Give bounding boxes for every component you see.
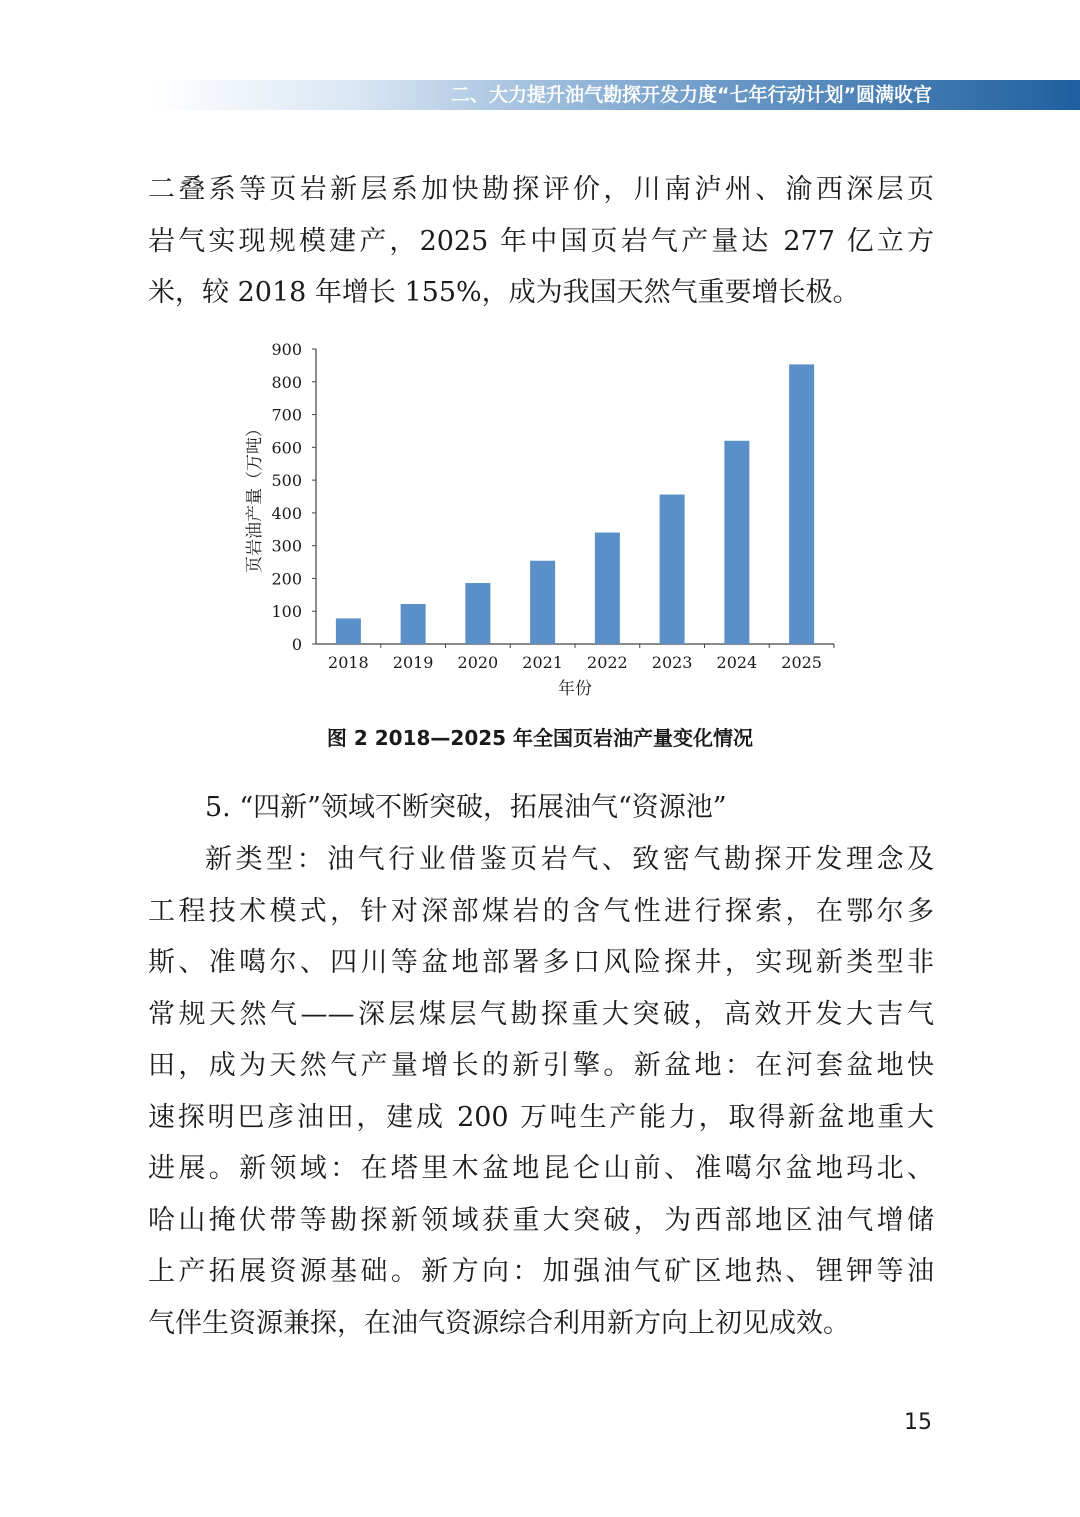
header-band — [150, 80, 1080, 110]
y-tick-label: 700 — [271, 405, 302, 425]
text-line: 进展。新领域：在塔里木盆地昆仑山前、准噶尔盆地玛北、 — [148, 1153, 934, 1184]
bar — [530, 561, 555, 644]
x-tick-label: 2021 — [522, 653, 563, 672]
intro-paragraph — [148, 164, 934, 319]
bar — [595, 533, 620, 644]
text-line: 岩气实现规模建产，2025 年中国页岩气产量达 277 亿立方 — [148, 225, 934, 257]
page-number: 15 — [904, 1410, 932, 1435]
bar — [724, 441, 749, 644]
x-tick-label: 2024 — [716, 653, 758, 672]
y-tick-label: 500 — [271, 471, 302, 491]
text-line: 斯、准噶尔、四川等盆地部署多口风险探井，实现新类型非 — [148, 947, 934, 978]
y-tick-label: 400 — [271, 503, 302, 523]
x-tick-label: 2018 — [328, 653, 369, 672]
y-axis-label: 页岩油产量（万吨） — [245, 420, 265, 573]
x-tick-label: 2019 — [392, 653, 434, 672]
bar — [401, 604, 426, 644]
text-line: 米，较 2018 年增长 155%，成为我国天然气重要增长极。 — [148, 277, 860, 308]
y-tick-label: 900 — [271, 340, 302, 359]
header-title: 二、大力提升油气勘探开发力度“七年行动计划”圆满收官 — [451, 84, 932, 106]
bar-chart — [240, 332, 840, 704]
bar — [336, 618, 361, 644]
y-tick-label: 0 — [291, 635, 302, 654]
y-tick-label: 600 — [271, 438, 302, 458]
x-tick-label: 2023 — [651, 653, 693, 672]
bar — [789, 364, 814, 644]
text-line: 新类型：油气行业借鉴页岩气、致密气勘探开发理念及 — [205, 844, 934, 875]
text-line: 二叠系等页岩新层系加快勘探评价，川南泸州、渝西深层页 — [148, 174, 934, 205]
text-line: 气伴生资源兼探，在油气资源综合利用新方向上初见成效。 — [148, 1307, 850, 1339]
text-line: 工程技术模式，针对深部煤岩的含气性进行探索，在鄂尔多 — [148, 895, 934, 927]
text-line: 田，成为天然气产量增长的新引擎。新盆地：在河套盆地快 — [148, 1050, 934, 1081]
text-line: 常规天然气——深层煤层气勘探重大突破，高效开发大吉气 — [148, 998, 934, 1030]
x-tick-label: 2025 — [781, 653, 822, 672]
y-tick-label: 300 — [271, 536, 302, 556]
section-heading: 5. “四新”领域不断突破，拓展油气“资源池” — [205, 792, 727, 823]
bar — [465, 583, 490, 644]
x-axis-label: 年份 — [558, 679, 592, 699]
text-line: 速探明巴彦油田，建成 200 万吨生产能力，取得新盆地重大 — [148, 1101, 934, 1133]
text-line: 上产拓展资源基础。新方向：加强油气矿区地热、锂钾等油 — [148, 1256, 934, 1287]
body-paragraph — [148, 834, 934, 1349]
bar-chart-svg — [240, 332, 840, 704]
y-tick-label: 800 — [271, 372, 302, 392]
text-line: 哈山掩伏带等勘探新领域获重大突破，为西部地区油气增储 — [148, 1204, 934, 1236]
x-tick-label: 2020 — [457, 653, 499, 672]
y-tick-label: 100 — [271, 602, 302, 622]
bar — [660, 495, 685, 644]
y-tick-label: 200 — [271, 569, 302, 589]
x-tick-label: 2022 — [587, 653, 628, 672]
figure-caption: 图 2 2018—2025 年全国页岩油产量变化情况 — [326, 726, 754, 750]
